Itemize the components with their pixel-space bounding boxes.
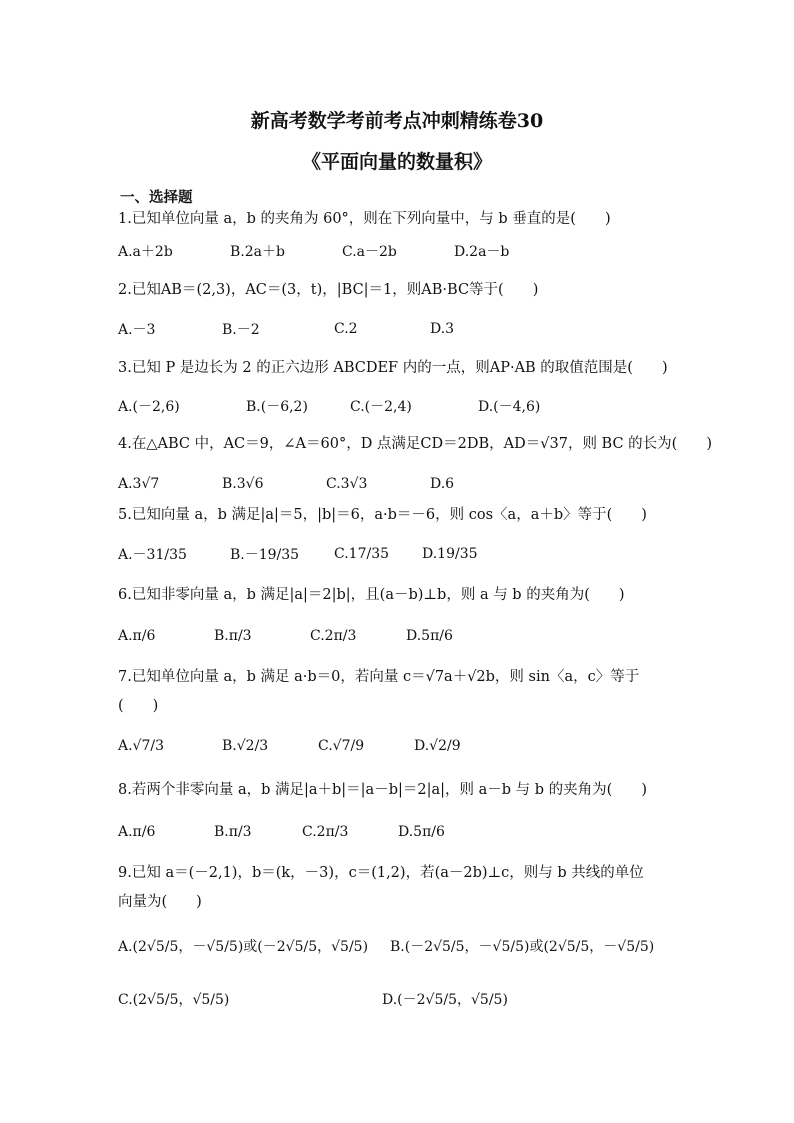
q7-option-c: C.√7/9 [318, 738, 365, 754]
section-heading: 一、选择题 [120, 189, 193, 206]
question-2-stem: 2.已知AB＝(2,3)，AC＝(3，t)，|BC|＝1，则AB·BC等于( ) [118, 282, 539, 298]
question-7-stem-cont: ( ) [118, 698, 159, 714]
q9-option-b: B.(－2√5/5，－√5/5)或(2√5/5，－√5/5) [390, 939, 655, 955]
q8-option-b: B.π/3 [214, 824, 252, 840]
q2-option-a: A.－3 [118, 322, 156, 338]
q7-option-b: B.√2/3 [222, 738, 269, 754]
q1-option-b: B.2a＋b [230, 244, 285, 260]
question-4-stem: 4.在△ABC 中，AC＝9，∠A＝60°，D 点满足CD＝2DB，AD＝√37，则 BC 的长为( ) [118, 436, 712, 452]
question-8-stem: 8.若两个非零向量 a，b 满足|a＋b|＝|a－b|＝2|a|，则 a－b 与 b 的夹角为( ) [118, 782, 647, 798]
q7-option-d: D.√2/9 [414, 738, 461, 754]
q4-option-d: D.6 [430, 476, 455, 492]
question-9-stem: 9.已知 a＝(－2,1)，b＝(k，－3)，c＝(1,2)，若(a－2b)⊥c，则与 b 共线的单位 [118, 865, 644, 881]
q3-option-a: A.(－2,6) [118, 399, 180, 415]
q8-option-d: D.5π/6 [398, 824, 445, 840]
q6-option-a: A.π/6 [118, 628, 156, 644]
q1-option-a: A.a＋2b [118, 244, 173, 260]
q5-option-a: A.－31/35 [118, 547, 187, 563]
q5-option-d: D.19/35 [422, 546, 478, 562]
q8-option-a: A.π/6 [118, 824, 156, 840]
q9-option-d: D.(－2√5/5，√5/5) [382, 992, 508, 1008]
q2-option-c: C.2 [334, 321, 358, 337]
question-7-stem: 7.已知单位向量 a，b 满足 a·b＝0，若向量 c＝√7a＋√2b，则 sin〈a，c〉等于 [118, 669, 640, 685]
q3-option-c: C.(－2,4) [350, 399, 412, 415]
q9-option-a: A.(2√5/5，－√5/5)或(－2√5/5，√5/5) [118, 939, 369, 955]
question-1-stem: 1.已知单位向量 a，b 的夹角为 60°，则在下列向量中，与 b 垂直的是( ) [118, 211, 611, 227]
question-6-stem: 6.已知非零向量 a，b 满足|a|＝2|b|，且(a－b)⊥b，则 a 与 b 的夹角为( ) [118, 587, 625, 603]
q5-option-b: B.－19/35 [230, 547, 300, 563]
q1-option-d: D.2a－b [454, 244, 510, 260]
q3-option-d: D.(－4,6) [478, 399, 541, 415]
question-9-stem-cont: 向量为( ) [118, 894, 202, 910]
question-3-stem: 3.已知 P 是边长为 2 的正六边形 ABCDEF 内的一点，则AP·AB 的取值范围是( ) [118, 360, 668, 376]
q2-option-d: D.3 [430, 321, 455, 337]
q1-option-c: C.a－2b [342, 244, 397, 260]
q4-option-c: C.3√3 [326, 476, 368, 492]
question-5-stem: 5.已知向量 a，b 满足|a|＝5，|b|＝6，a·b＝－6，则 cos〈a，a＋b〉等于( ) [118, 507, 647, 523]
q4-option-b: B.3√6 [222, 476, 264, 492]
q2-option-b: B.－2 [222, 322, 260, 338]
q7-option-a: A.√7/3 [118, 738, 165, 754]
page-subtitle: 《平面向量的数量积》 [301, 151, 492, 173]
q6-option-c: C.2π/3 [310, 628, 357, 644]
q9-option-c: C.(2√5/5，√5/5) [118, 992, 230, 1008]
q4-option-a: A.3√7 [118, 476, 160, 492]
page-title: 新高考数学考前考点冲刺精练卷30 [250, 110, 544, 132]
q3-option-b: B.(－6,2) [246, 399, 308, 415]
q8-option-c: C.2π/3 [302, 824, 349, 840]
q6-option-d: D.5π/6 [406, 628, 453, 644]
q5-option-c: C.17/35 [334, 546, 390, 562]
q6-option-b: B.π/3 [214, 628, 252, 644]
